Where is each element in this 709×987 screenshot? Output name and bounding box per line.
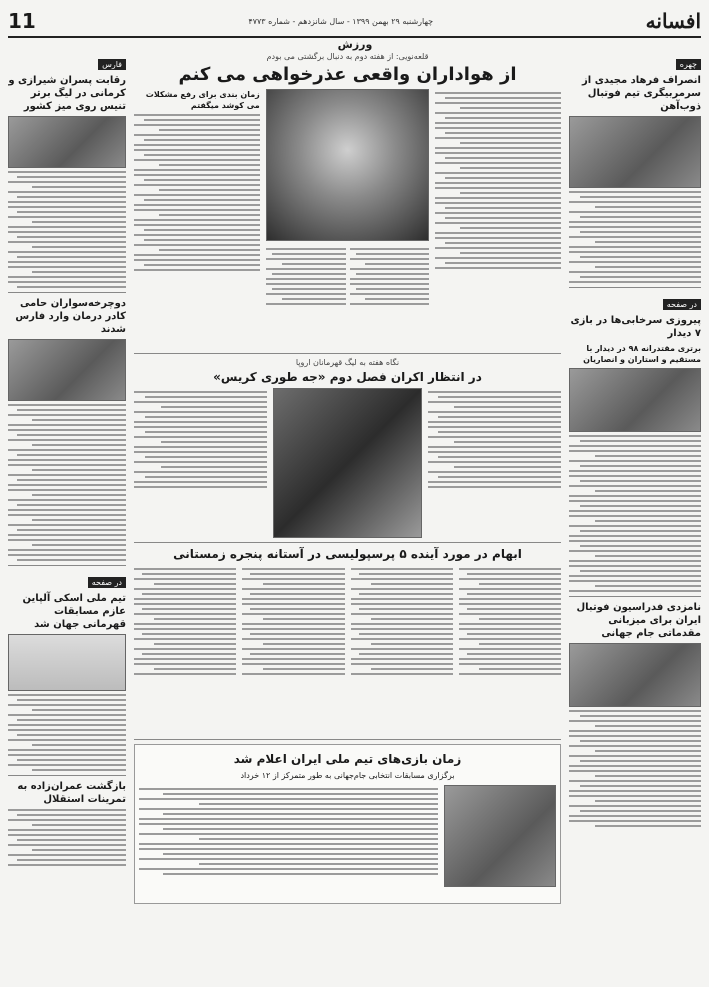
- center-column: [134, 52, 561, 979]
- right-mid-body: [569, 435, 701, 592]
- main-kicker: قلعه‌نویی: از هفته دوم به دنبال برگشتی می بودم: [266, 52, 429, 61]
- main-body-right: [435, 89, 561, 349]
- national-team-body: [139, 785, 438, 887]
- europe-kicker: نگاه هفته به لیگ قهرمانان اروپا: [295, 358, 400, 367]
- main-body-mid: [350, 245, 430, 308]
- ghalenoei-photo: [266, 89, 429, 241]
- left-column: [8, 52, 126, 979]
- left-top-body: [8, 171, 126, 288]
- right-column: [569, 52, 701, 979]
- left-bottom-headline: بازگشت عمران‌زاده به تمرینات استقلال: [17, 781, 126, 805]
- cycling-photo: [8, 339, 126, 401]
- section-title: ورزش: [337, 38, 373, 51]
- right-bottom-headline: نامزدی فدراسیون فوتبال ایران برای میزبانی مقدماتی جام جهانی: [576, 602, 701, 639]
- right-mid-tag: در صفحه: [663, 299, 701, 310]
- perspolis-headline: ابهام در مورد آینده ۵ پرسپولیسی در آستانه پنجره زمستانی: [173, 547, 522, 561]
- tabletennis-photo: [8, 116, 126, 168]
- team-photo: [569, 643, 701, 707]
- europe-body-right: [428, 388, 561, 538]
- national-team-photo: [444, 785, 556, 887]
- europe-headline: در انتظار اکران فصل دوم «جه طوری کریس»: [213, 370, 482, 384]
- right-mid-headline: پیروزی سرخابی‌ها در بازی ۷ دیدار: [570, 315, 701, 339]
- left-bottom-body: [8, 809, 126, 866]
- right-top-body: [569, 191, 701, 283]
- left-top-headline: رقابت پسران شیرازی و کرمانی در لیگ برتر تنیس روی میز کشور: [8, 75, 126, 112]
- main-body-mid2: [266, 245, 346, 308]
- page-number: 11: [8, 9, 36, 33]
- main-headline: از هواداران واقعی عذرخواهی می کنم: [178, 64, 517, 85]
- right-mid-sub: برتری مقتدرانه ۹۸ در دیدار با مستقیم و استاران و انصاریان: [583, 344, 701, 364]
- left-ski-tag: در صفحه: [88, 577, 126, 588]
- national-team-sub: برگزاری مسابقات انتخابی جام‌جهانی به طور متمرکز از ۱۲ خرداد: [240, 771, 455, 780]
- majidi-photo: [569, 116, 701, 188]
- national-team-headline: زمان بازی‌های تیم ملی ایران اعلام شد: [233, 752, 462, 766]
- left-top-tag: فارس: [98, 59, 126, 70]
- right-bottom-body: [569, 710, 701, 827]
- derby-photo: [569, 368, 701, 432]
- europe-body-left: [134, 388, 267, 538]
- main-body-left: [134, 89, 260, 349]
- newspaper-logo: افسانه: [645, 9, 701, 33]
- left-ski-body: [8, 694, 126, 771]
- ronaldo-photo: [273, 388, 422, 538]
- masthead: [8, 6, 701, 38]
- perspolis-body: [134, 565, 561, 735]
- main-sub: زمان بندی برای رفع مشکلات می کوشد میگفتم: [145, 90, 260, 110]
- right-top-tag: چهره: [676, 59, 701, 70]
- right-top-headline: انصراف فرهاد مجیدی از سرمربیگری تیم فوتبال ذوب‌آهن: [582, 75, 701, 112]
- issue-meta: چهارشنبه ۲۹ بهمن ۱۳۹۹ - سال شانزدهم - شماره ۴۷۷۳: [248, 16, 434, 26]
- national-team-box: [134, 744, 561, 904]
- left-ski-headline: تیم ملی اسکی آلپاین عازم مسابقات قهرمانی جهان شد: [22, 593, 126, 630]
- left-mid-headline: دوچرخه‌سواران حامی کادر درمان وارد فارس شدند: [15, 298, 126, 335]
- ski-photo: [8, 634, 126, 691]
- left-mid-body: [8, 404, 126, 561]
